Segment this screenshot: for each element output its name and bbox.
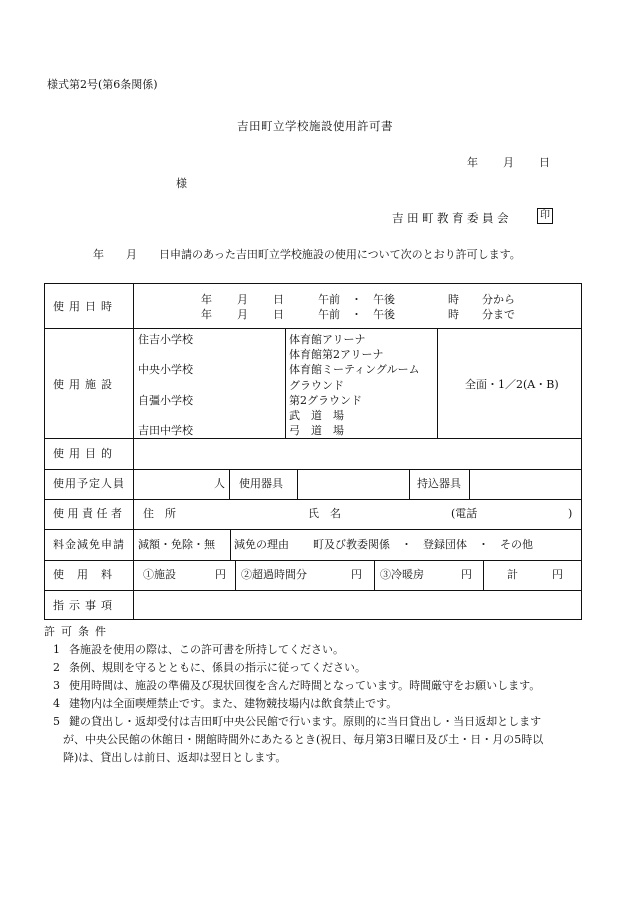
school-item: 自彊小学校 — [138, 394, 193, 407]
document-title: 吉田町立学校施設使用許可書 — [237, 119, 393, 133]
fee-facility-yen: 円 — [215, 568, 226, 581]
addressee-suffix: 様 — [176, 177, 187, 190]
exemption-reasons: 町及び教委関係 ・ 登録団体 ・ その他 — [313, 538, 533, 551]
usage-date-to-day: 日 — [273, 308, 284, 321]
instructions-label: 指示事項 — [53, 599, 117, 612]
issue-date-day: 日 — [539, 156, 550, 169]
address-label: 住 所 — [143, 507, 176, 520]
condition-item: 5 鍵の貸出し・返却受付は吉田町中央公民館で行います。原則的に当日貸出し・当日返却とします が、中央公民館の休館日・開館時間外にあたるとき(祝日、毎月第3日曜日及び土・日・月の5時以 降)は、貸出しは前日、返却は翌日とします。 — [53, 715, 544, 764]
condition-item: 2 条例、規則を守るとともに、係員の指示に従ってください。 — [53, 661, 366, 674]
people-label: 使用予定人員 — [53, 477, 125, 490]
room-item: 体育館アリーナ — [289, 333, 366, 346]
form-number: 様式第2号(第6条関係) — [47, 78, 158, 91]
seal-mark: 印 — [537, 208, 553, 224]
room-item: 体育館ミーティングルーム — [289, 363, 420, 376]
issue-date-year: 年 — [467, 156, 478, 169]
exemption-reason-label: 減免の理由 — [234, 538, 289, 551]
equipment-label: 使用器具 — [239, 477, 283, 490]
condition-item: 3 使用時間は、施設の準備及び現状回復を含んだ時間となっています。時間厳守をお願いします。 — [53, 679, 541, 692]
purpose-label: 使用目的 — [53, 447, 117, 460]
fee-overtime: ②超過時間分 — [241, 568, 307, 581]
fee-label: 使用料 — [53, 568, 125, 581]
room-item: 武 道 場 — [289, 409, 344, 422]
fee-exemption-label: 料金減免申請 — [53, 538, 125, 551]
area-option: 全面・1／2(A・B) — [465, 378, 559, 391]
room-item: 体育館第2アリーナ — [289, 348, 384, 361]
fee-total-yen: 円 — [552, 568, 563, 581]
condition-item: 1 各施設を使用の際は、この許可書を所持してください。 — [53, 643, 344, 656]
phone-close: ) — [568, 507, 573, 520]
permit-table — [44, 283, 582, 620]
issue-date-month: 月 — [503, 156, 514, 169]
fee-exemption-options: 減額・免除・無 — [138, 538, 215, 551]
people-unit: 人 — [214, 477, 225, 490]
usage-date-from-day: 日 — [273, 293, 284, 306]
usage-date-to-year: 年 — [201, 308, 212, 321]
room-item: 弓 道 場 — [289, 424, 344, 437]
usage-date-from-hour: 時 — [448, 293, 459, 306]
usage-date-from-month: 月 — [237, 293, 248, 306]
conditions-title: 許可条件 — [44, 625, 112, 638]
usage-date-label: 使用日時 — [53, 300, 117, 313]
fee-facility: ①施設 — [143, 568, 176, 581]
name-label: 氏 名 — [308, 507, 341, 520]
room-item: グラウンド — [289, 379, 344, 392]
usage-date-to-ampm: 午前 ・ 午後 — [318, 308, 395, 321]
facility-label: 使用施設 — [53, 378, 117, 391]
usage-date-to-hour: 時 — [448, 308, 459, 321]
usage-date-from-ampm: 午前 ・ 午後 — [318, 293, 395, 306]
usage-date-to-month: 月 — [237, 308, 248, 321]
room-item: 第2グラウンド — [289, 394, 362, 407]
fee-total: 計 — [507, 568, 518, 581]
carry-in-label: 持込器具 — [417, 477, 461, 490]
usage-date-from-year: 年 — [201, 293, 212, 306]
fee-overtime-yen: 円 — [351, 568, 362, 581]
condition-item: 4 建物内は全面喫煙禁止です。また、建物競技場内は飲食禁止です。 — [53, 697, 398, 710]
usage-date-to-minute: 分まで — [482, 308, 515, 321]
school-item: 住吉小学校 — [138, 333, 193, 346]
phone-label: (電話 — [451, 507, 478, 520]
responsible-label: 使用責任者 — [53, 507, 126, 520]
fee-aircon: ③冷暖房 — [380, 568, 424, 581]
issuer-name: 吉田町教育委員会 — [392, 211, 512, 225]
intro-text: 年 月 日申請のあった吉田町立学校施設の使用について次のとおり許可します。 — [93, 248, 521, 261]
school-item: 中央小学校 — [138, 363, 193, 376]
school-item: 吉田中学校 — [138, 424, 193, 437]
usage-date-from-minute: 分から — [482, 293, 515, 306]
fee-aircon-yen: 円 — [461, 568, 472, 581]
